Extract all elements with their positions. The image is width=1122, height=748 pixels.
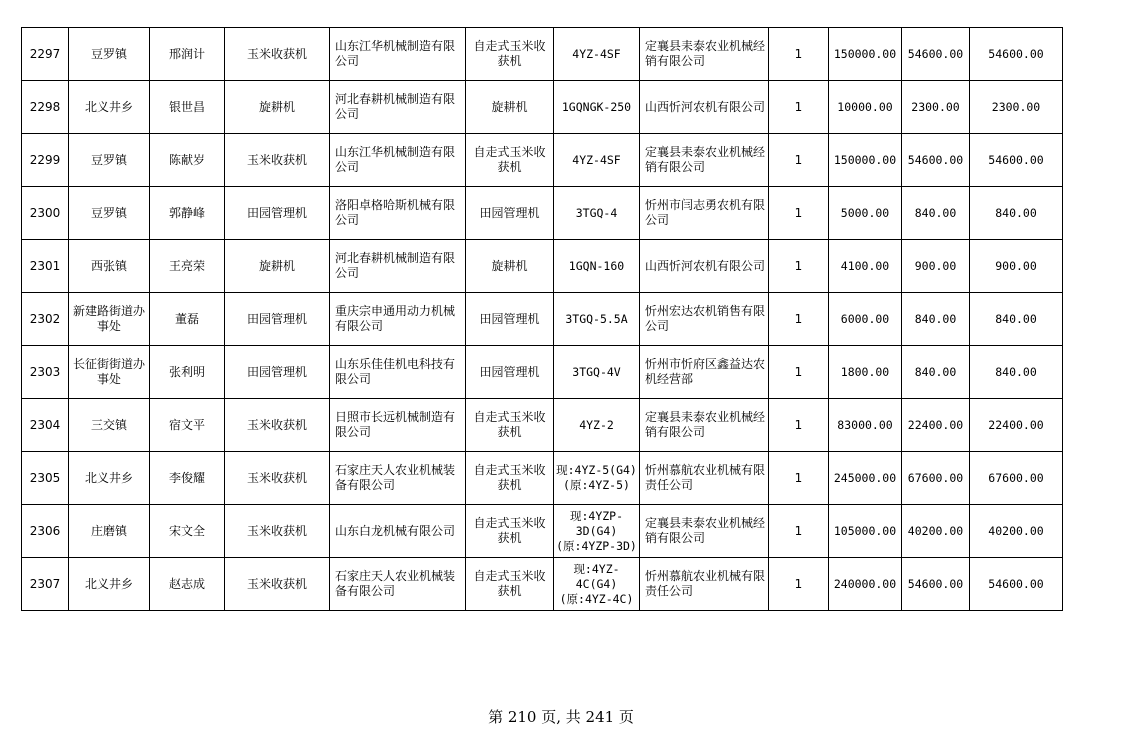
cell-quantity: 1: [769, 187, 829, 240]
cell-subsidy-total: 22400.00: [970, 399, 1063, 452]
cell-sale-price: 5000.00: [829, 187, 902, 240]
table-row: [22, 293, 1063, 346]
cell-dealer: 忻州慕航农业机械有限责任公司: [640, 558, 769, 611]
cell-machine-type: 玉米收获机: [225, 558, 330, 611]
cell-model: 4YZ-4SF: [554, 28, 640, 81]
cell-model: 4YZ-2: [554, 399, 640, 452]
cell-serial-no: 2301: [22, 240, 69, 293]
table-row: [22, 81, 1063, 134]
table-row: [22, 187, 1063, 240]
cell-buyer-name: 董磊: [150, 293, 225, 346]
cell-subsidy-central: 2300.00: [902, 81, 970, 134]
cell-dealer: 忻州慕航农业机械有限责任公司: [640, 452, 769, 505]
cell-buyer-name: 赵志成: [150, 558, 225, 611]
cell-buyer-name: 邢润计: [150, 28, 225, 81]
cell-machine-type: 玉米收获机: [225, 134, 330, 187]
cell-serial-no: 2299: [22, 134, 69, 187]
cell-buyer-name: 李俊耀: [150, 452, 225, 505]
cell-town: 庄磨镇: [69, 505, 150, 558]
cell-serial-no: 2303: [22, 346, 69, 399]
cell-quantity: 1: [769, 240, 829, 293]
cell-subsidy-total: 840.00: [970, 187, 1063, 240]
cell-model: 1GQNGK-250: [554, 81, 640, 134]
cell-town: 北义井乡: [69, 558, 150, 611]
cell-subsidy-central: 67600.00: [902, 452, 970, 505]
cell-town: 西张镇: [69, 240, 150, 293]
cell-manufacturer: 河北春耕机械制造有限公司: [330, 240, 466, 293]
cell-manufacturer: 山东江华机械制造有限公司: [330, 28, 466, 81]
cell-model: 1GQN-160: [554, 240, 640, 293]
cell-subsidy-central: 840.00: [902, 293, 970, 346]
cell-sale-price: 150000.00: [829, 134, 902, 187]
cell-manufacturer: 石家庄天人农业机械装备有限公司: [330, 452, 466, 505]
cell-serial-no: 2302: [22, 293, 69, 346]
cell-subsidy-central: 22400.00: [902, 399, 970, 452]
cell-product-name: 自走式玉米收获机: [466, 558, 554, 611]
cell-quantity: 1: [769, 81, 829, 134]
cell-product-name: 田园管理机: [466, 187, 554, 240]
cell-manufacturer: 山东江华机械制造有限公司: [330, 134, 466, 187]
table-row: [22, 452, 1063, 505]
cell-product-name: 自走式玉米收获机: [466, 28, 554, 81]
cell-dealer: 忻州市忻府区鑫益达农机经营部: [640, 346, 769, 399]
cell-dealer: 定襄县耒泰农业机械经销有限公司: [640, 28, 769, 81]
cell-sale-price: 105000.00: [829, 505, 902, 558]
cell-sale-price: 245000.00: [829, 452, 902, 505]
cell-serial-no: 2298: [22, 81, 69, 134]
cell-subsidy-total: 840.00: [970, 293, 1063, 346]
cell-subsidy-central: 40200.00: [902, 505, 970, 558]
cell-subsidy-central: 840.00: [902, 187, 970, 240]
cell-dealer: 定襄县耒泰农业机械经销有限公司: [640, 134, 769, 187]
cell-dealer: 山西忻河农机有限公司: [640, 240, 769, 293]
cell-model: 3TGQ-5.5A: [554, 293, 640, 346]
cell-manufacturer: 山东白龙机械有限公司: [330, 505, 466, 558]
table-row: [22, 134, 1063, 187]
table-row: [22, 558, 1063, 611]
cell-sale-price: 1800.00: [829, 346, 902, 399]
cell-manufacturer: 石家庄天人农业机械装备有限公司: [330, 558, 466, 611]
cell-machine-type: 玉米收获机: [225, 28, 330, 81]
cell-buyer-name: 银世昌: [150, 81, 225, 134]
cell-subsidy-central: 54600.00: [902, 558, 970, 611]
cell-subsidy-total: 2300.00: [970, 81, 1063, 134]
cell-subsidy-total: 54600.00: [970, 558, 1063, 611]
cell-machine-type: 田园管理机: [225, 293, 330, 346]
cell-buyer-name: 郭静峰: [150, 187, 225, 240]
cell-town: 豆罗镇: [69, 134, 150, 187]
cell-product-name: 自走式玉米收获机: [466, 452, 554, 505]
cell-sale-price: 6000.00: [829, 293, 902, 346]
cell-serial-no: 2305: [22, 452, 69, 505]
cell-quantity: 1: [769, 558, 829, 611]
cell-subsidy-total: 54600.00: [970, 134, 1063, 187]
cell-serial-no: 2304: [22, 399, 69, 452]
cell-dealer: 忻州市闫志勇农机有限公司: [640, 187, 769, 240]
cell-subsidy-total: 67600.00: [970, 452, 1063, 505]
cell-quantity: 1: [769, 505, 829, 558]
table-row: [22, 399, 1063, 452]
cell-model: 4YZ-4SF: [554, 134, 640, 187]
cell-town: 豆罗镇: [69, 28, 150, 81]
cell-product-name: 旋耕机: [466, 81, 554, 134]
cell-manufacturer: 日照市长远机械制造有限公司: [330, 399, 466, 452]
cell-buyer-name: 宿文平: [150, 399, 225, 452]
cell-model: 现:4YZ-4C(G4)(原:4YZ-4C): [554, 558, 640, 611]
cell-quantity: 1: [769, 346, 829, 399]
cell-dealer: 定襄县耒泰农业机械经销有限公司: [640, 505, 769, 558]
cell-sale-price: 4100.00: [829, 240, 902, 293]
cell-subsidy-central: 900.00: [902, 240, 970, 293]
cell-subsidy-total: 40200.00: [970, 505, 1063, 558]
cell-town: 北义井乡: [69, 81, 150, 134]
cell-town: 新建路街道办事处: [69, 293, 150, 346]
cell-subsidy-central: 54600.00: [902, 28, 970, 81]
cell-subsidy-total: 840.00: [970, 346, 1063, 399]
cell-product-name: 田园管理机: [466, 293, 554, 346]
cell-buyer-name: 宋文全: [150, 505, 225, 558]
cell-quantity: 1: [769, 452, 829, 505]
cell-sale-price: 83000.00: [829, 399, 902, 452]
cell-buyer-name: 陈献岁: [150, 134, 225, 187]
cell-dealer: 山西忻河农机有限公司: [640, 81, 769, 134]
cell-sale-price: 240000.00: [829, 558, 902, 611]
page-number: 第 210 页, 共 241 页: [488, 708, 634, 726]
table-row: [22, 240, 1063, 293]
cell-subsidy-total: 54600.00: [970, 28, 1063, 81]
cell-quantity: 1: [769, 28, 829, 81]
cell-machine-type: 田园管理机: [225, 346, 330, 399]
cell-subsidy-central: 54600.00: [902, 134, 970, 187]
cell-town: 北义井乡: [69, 452, 150, 505]
cell-serial-no: 2307: [22, 558, 69, 611]
cell-sale-price: 150000.00: [829, 28, 902, 81]
cell-product-name: 田园管理机: [466, 346, 554, 399]
cell-quantity: 1: [769, 399, 829, 452]
cell-machine-type: 旋耕机: [225, 240, 330, 293]
cell-machine-type: 田园管理机: [225, 187, 330, 240]
cell-product-name: 自走式玉米收获机: [466, 399, 554, 452]
cell-serial-no: 2297: [22, 28, 69, 81]
cell-model: 3TGQ-4: [554, 187, 640, 240]
cell-serial-no: 2300: [22, 187, 69, 240]
cell-product-name: 旋耕机: [466, 240, 554, 293]
cell-town: 长征街街道办事处: [69, 346, 150, 399]
cell-manufacturer: 山东乐佳佳机电科技有限公司: [330, 346, 466, 399]
cell-machine-type: 玉米收获机: [225, 505, 330, 558]
cell-serial-no: 2306: [22, 505, 69, 558]
cell-machine-type: 旋耕机: [225, 81, 330, 134]
cell-buyer-name: 王亮荣: [150, 240, 225, 293]
cell-manufacturer: 河北春耕机械制造有限公司: [330, 81, 466, 134]
cell-product-name: 自走式玉米收获机: [466, 134, 554, 187]
cell-sale-price: 10000.00: [829, 81, 902, 134]
subsidy-table: [21, 27, 1063, 611]
cell-machine-type: 玉米收获机: [225, 399, 330, 452]
cell-model: 现:4YZ-5(G4)(原:4YZ-5): [554, 452, 640, 505]
cell-town: 豆罗镇: [69, 187, 150, 240]
table-body: [22, 28, 1063, 611]
table-row: [22, 346, 1063, 399]
cell-subsidy-central: 840.00: [902, 346, 970, 399]
cell-buyer-name: 张利明: [150, 346, 225, 399]
cell-quantity: 1: [769, 293, 829, 346]
table-row: [22, 505, 1063, 558]
table-row: [22, 28, 1063, 81]
cell-model: 3TGQ-4V: [554, 346, 640, 399]
cell-dealer: 忻州宏达农机销售有限公司: [640, 293, 769, 346]
cell-model: 现:4YZP-3D(G4)(原:4YZP-3D): [554, 505, 640, 558]
cell-subsidy-total: 900.00: [970, 240, 1063, 293]
cell-town: 三交镇: [69, 399, 150, 452]
cell-product-name: 自走式玉米收获机: [466, 505, 554, 558]
cell-dealer: 定襄县耒泰农业机械经销有限公司: [640, 399, 769, 452]
cell-manufacturer: 洛阳卓格哈斯机械有限公司: [330, 187, 466, 240]
cell-quantity: 1: [769, 134, 829, 187]
cell-manufacturer: 重庆宗申通用动力机械有限公司: [330, 293, 466, 346]
cell-machine-type: 玉米收获机: [225, 452, 330, 505]
